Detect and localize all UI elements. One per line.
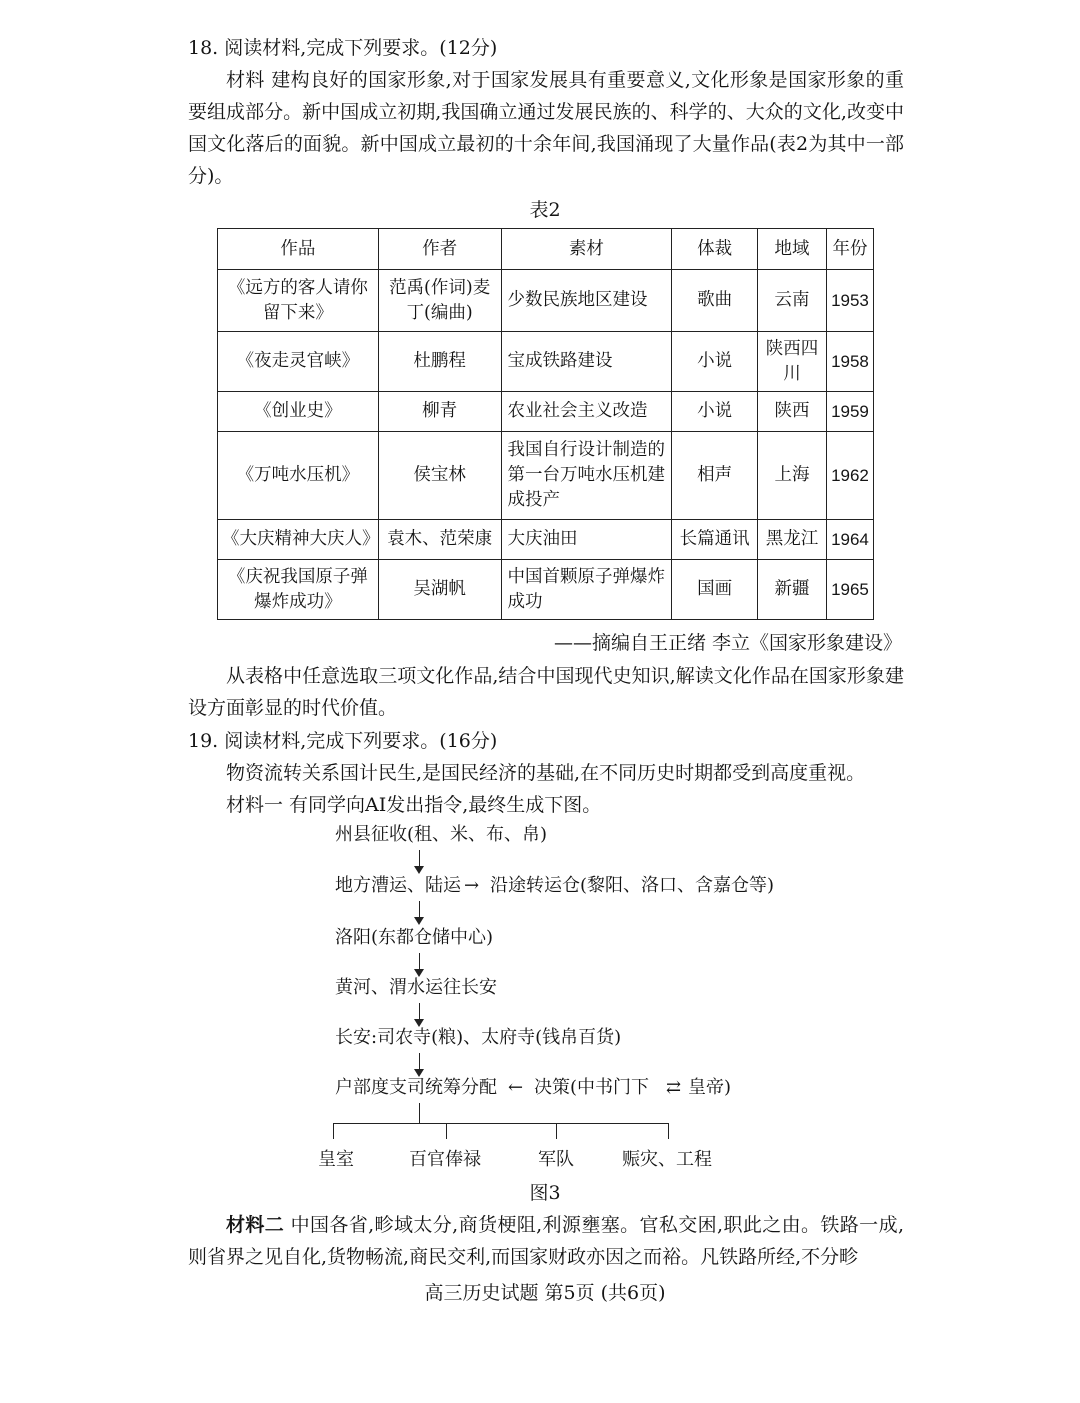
table-row [218, 432, 874, 520]
cell-region: 上海 [758, 432, 827, 520]
q19-heading: 19. 阅读材料,完成下列要求。(16分) [188, 730, 498, 752]
flow-connector [419, 1103, 420, 1123]
cell-year: 1965 [826, 560, 873, 620]
cell-region: 黑龙江 [758, 520, 827, 560]
cell-region: 陕西四川 [758, 332, 827, 392]
flow-step-transport: 地方漕运、陆运 [335, 875, 461, 896]
flow-step-ministry: 户部度支司统筹分配 [335, 1077, 497, 1098]
cell-region: 新疆 [758, 560, 827, 620]
exchange-arrows-icon: ⇄ [666, 1077, 682, 1098]
arrow-left-icon: ← [508, 1077, 524, 1098]
cell-genre: 长篇通讯 [672, 520, 758, 560]
branch-imperial-household: 皇室 [318, 1149, 354, 1170]
flow-step-luoyang: 洛阳(东都仓储中心) [335, 927, 494, 948]
table-source: ——摘编自王正绪 李立《国家形象建设》 [553, 632, 902, 654]
table-row [218, 520, 874, 560]
branch-official-salaries: 百官俸禄 [409, 1149, 481, 1170]
flow-connector [446, 1123, 447, 1139]
works-table [217, 228, 874, 620]
cell-author: 袁木、范荣康 [378, 520, 501, 560]
cell-author: 吴湖帆 [378, 560, 501, 620]
table-row [218, 270, 874, 332]
header-genre: 体裁 [672, 229, 758, 270]
table-header-row [218, 229, 874, 270]
cell-genre: 国画 [672, 560, 758, 620]
cell-work: 《万吨水压机》 [218, 432, 379, 520]
q19-intro: 物资流转关系国计民生,是国民经济的基础,在不同历史时期都受到高度重视。 [226, 762, 866, 784]
cell-year: 1953 [826, 270, 873, 332]
cell-region: 云南 [758, 270, 827, 332]
table-row [218, 560, 874, 620]
cell-genre: 小说 [672, 392, 758, 432]
branch-army: 军队 [538, 1149, 574, 1170]
cell-work: 《庆祝我国原子弹爆炸成功》 [218, 560, 379, 620]
flow-step-river-transport: 黄河、渭水运往长安 [335, 977, 497, 998]
cell-material: 宝成铁路建设 [501, 332, 672, 392]
cell-year: 1964 [826, 520, 873, 560]
cell-genre: 相声 [672, 432, 758, 520]
q18-material: 材料 建构良好的国家形象,对于国家发展具有重要意义,文化形象是国家形象的重要组成部分。新中国成立初期,我国确立通过发展民族的、科学的、大众的文化,改变中国文化落后的面貌。新中国成立最初的十余年间,我国涌现了大量作品(表2为其中一部分)。 [188, 69, 904, 187]
figure-caption: 图3 [529, 1182, 561, 1204]
flow-step-decision: 决策(中书门下 [534, 1077, 650, 1098]
table-row [218, 392, 874, 432]
flow-connector [333, 1123, 334, 1139]
cell-genre: 歌曲 [672, 270, 758, 332]
cell-author: 杜鹏程 [378, 332, 501, 392]
cell-material: 中国首颗原子弹爆炸成功 [501, 560, 672, 620]
cell-region: 陕西 [758, 392, 827, 432]
header-work: 作品 [218, 229, 379, 270]
cell-work: 《远方的客人请你留下来》 [218, 270, 379, 332]
cell-year: 1958 [826, 332, 873, 392]
cell-material: 少数民族地区建设 [501, 270, 672, 332]
arrow-down-icon [414, 866, 424, 874]
arrow-down-icon [414, 917, 424, 925]
header-author: 作者 [378, 229, 501, 270]
material1-label: 材料一 有同学向AI发出指令,最终生成下图。 [226, 794, 602, 816]
flow-connector [556, 1123, 557, 1139]
cell-material: 农业社会主义改造 [501, 392, 672, 432]
cell-work: 《大庆精神大庆人》 [218, 520, 379, 560]
arrow-right-icon: → [464, 875, 480, 896]
header-region: 地域 [758, 229, 827, 270]
cell-author: 侯宝林 [378, 432, 501, 520]
flow-branch-bar [333, 1123, 669, 1124]
cell-author: 柳青 [378, 392, 501, 432]
flow-connector [668, 1123, 669, 1139]
flow-step-levy: 州县征收(租、米、布、帛) [335, 824, 548, 845]
table-row [218, 332, 874, 392]
material2-text: 中国各省,畛域太分,商货梗阻,利源壅塞。官私交困,职此之由。铁路一成,则省界之见自化,货物畅流,商民交利,而国家财政亦因之而裕。凡铁路所经,不分畛 [188, 1214, 904, 1268]
material2 [188, 1209, 904, 1273]
cell-year: 1959 [826, 392, 873, 432]
material2-label: 材料二 [226, 1214, 285, 1236]
q18-heading: 18. 阅读材料,完成下列要求。(12分) [188, 37, 498, 59]
cell-work: 《创业史》 [218, 392, 379, 432]
cell-work: 《夜走灵官峡》 [218, 332, 379, 392]
branch-relief-works: 赈灾、工程 [622, 1149, 712, 1170]
header-material: 素材 [501, 229, 672, 270]
flow-step-changan: 长安:司农寺(粮)、太府寺(钱帛百货) [335, 1027, 622, 1048]
cell-genre: 小说 [672, 332, 758, 392]
page-footer: 高三历史试题 第5页 (共6页) [424, 1282, 666, 1304]
flow-step-emperor: 皇帝) [688, 1077, 732, 1098]
header-year: 年份 [826, 229, 873, 270]
cell-year: 1962 [826, 432, 873, 520]
table-caption: 表2 [529, 199, 561, 221]
flow-step-relay-granaries: 沿途转运仓(黎阳、洛口、含嘉仓等) [490, 875, 775, 896]
cell-author: 范禹(作词)麦丁(编曲) [378, 270, 501, 332]
cell-material: 大庆油田 [501, 520, 672, 560]
cell-material: 我国自行设计制造的第一台万吨水压机建成投产 [501, 432, 672, 520]
q18-question: 从表格中任意选取三项文化作品,结合中国现代史知识,解读文化作品在国家形象建设方面彰显的时代价值。 [188, 665, 904, 719]
